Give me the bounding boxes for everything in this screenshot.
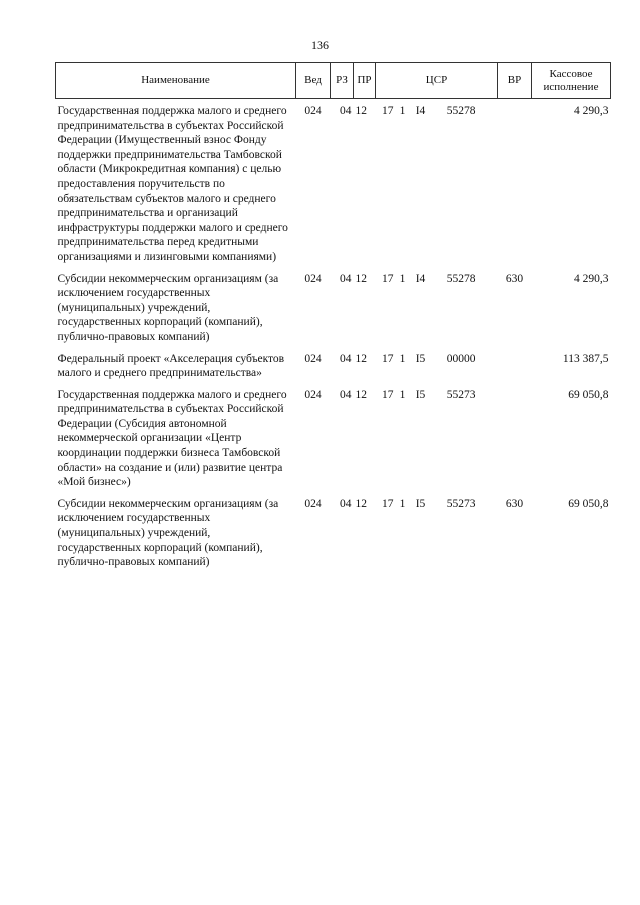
row-rz: 04	[340, 497, 352, 510]
csr-direction: 55278	[446, 105, 476, 117]
row-ved: 024	[304, 352, 322, 365]
row-name: Субсидии некоммерческим организациям (за исключением государственных (муниципальных) учреждений, государственных корпораций (компаний), публично-правовых компаний)	[57, 272, 279, 343]
row-pr: 12	[355, 105, 367, 117]
row-csr	[376, 267, 498, 347]
header-amount: Кассовое исполнение	[532, 63, 611, 99]
row-rz: 04	[340, 388, 352, 401]
table-header-row	[56, 63, 611, 99]
table-row	[56, 267, 611, 347]
table-row	[56, 383, 611, 492]
row-amount: 113 387,5	[562, 352, 609, 365]
row-amount: 4 290,3	[574, 272, 609, 285]
row-name: Государственная поддержка малого и среднего предпринимательства в субъектах Российской Федерации (Имущественный взнос Фонду поддержки предпринимательства Тамбовской области (Микрокредитная компания) с целью предоставления поручительств по обязательствам субъектов малого и среднего предпринимательства и организаций инфраструктуры поддержки малого и среднего предпринимательства перед кредитными организациями и лизинговыми компаниями)	[57, 105, 288, 263]
header-pr: ПР	[354, 63, 376, 99]
row-csr	[376, 383, 498, 492]
row-pr: 12	[355, 272, 367, 285]
row-vr: 630	[505, 272, 524, 285]
row-amount: 69 050,8	[568, 497, 609, 510]
row-vr	[498, 383, 532, 492]
row-name: Федеральный проект «Акселерация субъектов малого и среднего предпринимательства»	[57, 352, 285, 380]
row-amount: 69 050,8	[568, 388, 609, 401]
header-vr: ВР	[498, 63, 532, 99]
row-rz: 04	[340, 272, 352, 285]
row-csr	[376, 347, 498, 383]
csr-program: 17	[382, 352, 394, 365]
csr-subprogram: 1	[399, 105, 406, 117]
csr-direction: 55278	[446, 272, 476, 285]
row-name: Государственная поддержка малого и среднего предпринимательства в субъектах Российской Федерации (Субсидия автономной некоммерческой организации «Центр координации поддержки бизнеса Тамбовской области» на создание и (или) развитие центра «Мой бизнес»)	[57, 388, 287, 489]
row-amount: 4 290,3	[574, 105, 609, 117]
budget-table	[55, 62, 611, 572]
table-row	[56, 492, 611, 572]
csr-subprogram: 1	[399, 388, 406, 401]
row-ved: 024	[304, 497, 322, 510]
row-pr: 12	[355, 497, 367, 510]
row-csr	[376, 492, 498, 572]
csr-project: I4	[415, 272, 426, 285]
csr-project: I5	[415, 497, 426, 510]
csr-subprogram: 1	[399, 497, 406, 510]
row-csr	[376, 99, 498, 267]
csr-program: 17	[382, 388, 394, 401]
csr-project: I4	[415, 105, 426, 117]
row-vr	[498, 347, 532, 383]
row-vr: 630	[505, 497, 524, 510]
csr-program: 17	[382, 272, 394, 285]
csr-direction: 00000	[446, 352, 476, 365]
csr-program: 17	[382, 497, 394, 510]
csr-direction: 55273	[446, 497, 476, 510]
csr-direction: 55273	[446, 388, 476, 401]
row-rz: 04	[340, 105, 352, 117]
row-ved: 024	[304, 388, 322, 401]
row-vr	[498, 99, 532, 267]
csr-project: I5	[415, 388, 426, 401]
header-rz: РЗ	[331, 63, 354, 99]
row-ved: 024	[304, 105, 322, 117]
page-number: 136	[311, 38, 329, 52]
table-row	[56, 99, 611, 267]
header-csr: ЦСР	[376, 63, 498, 99]
header-name: Наименование	[56, 63, 296, 99]
row-pr: 12	[355, 352, 367, 365]
row-ved: 024	[304, 272, 322, 285]
csr-subprogram: 1	[399, 352, 406, 365]
table-row	[56, 347, 611, 383]
csr-subprogram: 1	[399, 272, 406, 285]
row-name: Субсидии некоммерческим организациям (за исключением государственных (муниципальных) учреждений, государственных корпораций (компаний), публично-правовых компаний)	[57, 497, 279, 569]
csr-project: I5	[415, 352, 426, 365]
csr-program: 17	[382, 105, 394, 117]
row-pr: 12	[355, 388, 367, 401]
header-ved: Вед	[296, 63, 331, 99]
row-rz: 04	[340, 352, 352, 365]
